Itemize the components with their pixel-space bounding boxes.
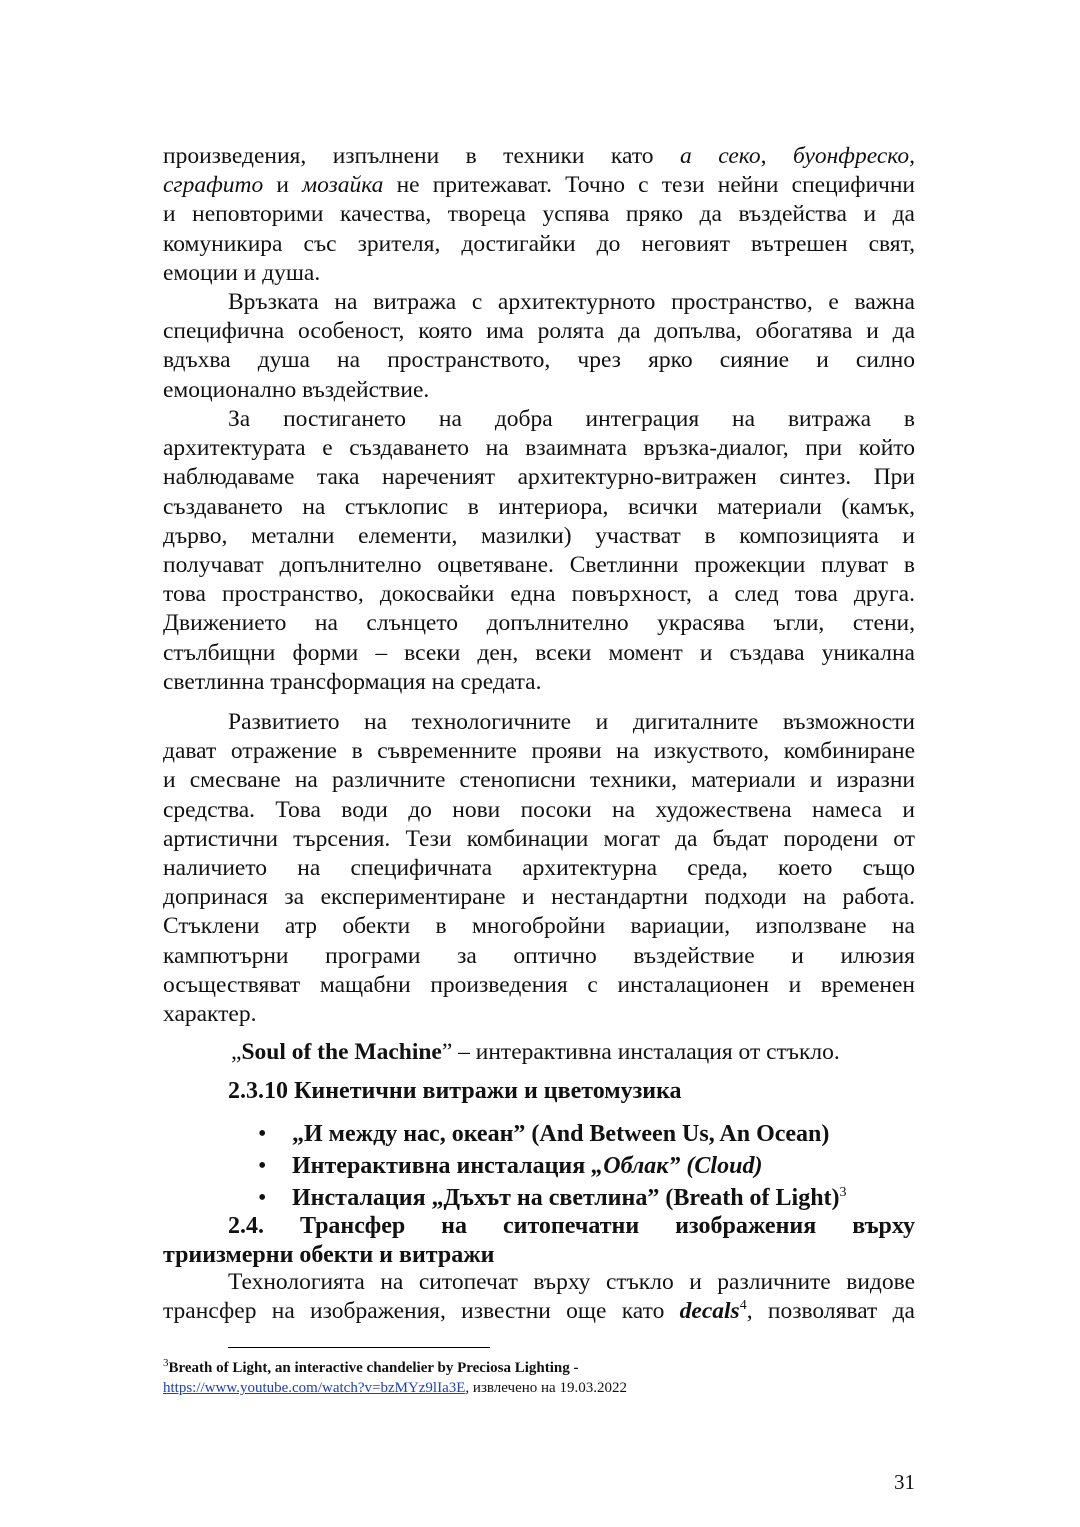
bullet-icon: • (258, 1153, 267, 1179)
text-line: сграфито и мозайка не притежават. Точно с тези нейни специфични (163, 172, 916, 199)
heading-text: 2.3.10 Кинетични витражи и цветомузика (228, 1078, 682, 1104)
text-line: това пространство, докосвайки една повърхност, а след това друга. (163, 581, 915, 608)
text-line: получават допълнително оцветяване. Светлинни прожекции плуват в (163, 551, 915, 578)
text-line: кампютърни програми за оптично въздействие и илюзия (163, 942, 915, 969)
installation-bullet-list (258, 1118, 918, 1214)
text-line: Стъклени атр обекти в многобройни вариации, използване на (163, 913, 915, 940)
text-line: наличието на специфичната архитектурна среда, което също (163, 854, 915, 881)
text-line: емоционално въздействие. (163, 376, 430, 403)
soul-of-the-machine-line (163, 1038, 915, 1067)
text-line: създаването на стъклопис в интериора, всички материали (камък, (163, 493, 915, 520)
paragraph-3 (163, 405, 915, 697)
paragraph-4 (163, 708, 915, 1029)
text-line: комуникира със зрителя, достигайки до неговият вътрешен свят, (163, 230, 915, 257)
page-number: 31 (894, 1470, 915, 1494)
text-line: вдъхва душа на пространството, чрез ярко сияние и силно (163, 347, 915, 374)
text-line: артистични търсения. Тези комбинации могат да бъдат породени от (163, 825, 915, 852)
heading-text: триизмерни обекти и витражи (163, 1242, 495, 1269)
footnote-3: $^3$Breath of Light, an interactive chandelier by Preciosa Lighting - (163, 1357, 579, 1376)
bullet-icon: • (258, 1185, 267, 1211)
text-line: Движението на слънцето допълнително украсява ъгли, стени, (163, 610, 915, 637)
text-line: дърво, метални елементи, мазилки) участват в композицията и (163, 522, 915, 549)
text-line: За постигането на добра интеграция на витража в (228, 406, 915, 432)
list-item: • „И между нас, океан” (And Between Us, An Ocean) (258, 1118, 918, 1150)
text-line: и неповторими качества, твореца успява пряко да въздейства и да (163, 201, 915, 228)
heading-text: 2.4. Трансфер на ситопечатни изображения върху (228, 1213, 915, 1239)
list-item: • Инсталация „Дъхът на светлина” (Breath of Light)$^3$ (258, 1182, 918, 1214)
text-line: произведения, изпълнени в техники като а секо, буонфреско, (163, 143, 916, 169)
text-line: стълбищни форми – всеки ден, всеки момент и създава уникална (163, 639, 915, 666)
footnote-3-source: https://www.youtube.com/watch?v=bzMYz9lIa3E, извлечено на 19.03.2022 (163, 1380, 627, 1396)
text-line: трансфер на изображения, известни още като decals$^4$, позволяват да (163, 1298, 915, 1325)
text-line: характер. (163, 1000, 257, 1027)
footnote-link[interactable]: https://www.youtube.com/watch?v=bzMYz9lIa3E (163, 1380, 466, 1396)
text-line: Връзката на витража с архитектурното пространство, е важна (228, 289, 915, 315)
list-item: • Интерактивна инсталация „Облак” (Cloud) (258, 1150, 918, 1182)
text-line: и смесване на различните стенописни техники, материали и изразни (163, 767, 915, 794)
text-line: Технологията на ситопечат върху стъкло и различните видове (228, 1269, 915, 1295)
paragraph-2 (163, 288, 915, 405)
heading-2-4 (163, 1212, 915, 1270)
text-line: архитектурата е създаването на взаимната връзка-диалог, при който (163, 435, 915, 462)
text-line: средства. Това води до нови посоки на художествена намеса и (163, 796, 915, 823)
text-line: специфична особеност, която има ролята да допълва, обогатява и да (163, 318, 915, 345)
text-line: осъществяват мащабни произведения с инсталационен и временен (163, 971, 915, 998)
text-line: „Soul of the Machine” – интерактивна инсталация от стъкло. (231, 1039, 840, 1065)
paragraph-1 (163, 142, 915, 288)
bullet-icon: • (258, 1121, 267, 1147)
paragraph-5 (163, 1268, 915, 1326)
text-line: светлинна трансформация на средата. (163, 668, 542, 695)
heading-2-3-10 (163, 1077, 915, 1106)
text-line: наблюдаваме така нареченият архитектурно-витражен синтез. При (163, 464, 915, 491)
text-line: емоции и душа. (163, 259, 321, 286)
footnote-separator (228, 1347, 490, 1348)
text-line: допринася за експериментиране и нестандартни подходи на работа. (163, 884, 915, 911)
text-line: Развитието на технологичните и дигиталните възможности (228, 709, 915, 735)
text-line: дават отражение в съвременните прояви на изкуството, комбиниране (163, 738, 915, 765)
